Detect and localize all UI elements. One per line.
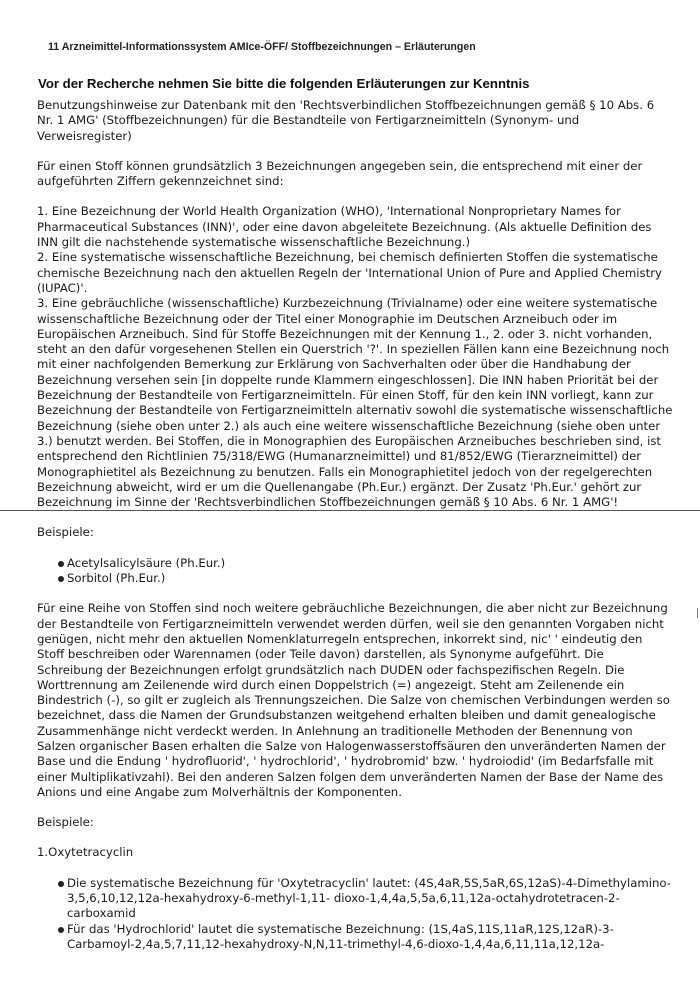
scan-line (0, 510, 700, 511)
designation-item-2: 2. Eine systematische wissenschaftliche Bezeichnung, bei chemisch definierten Stoffen die systematische chemische Bezeichnung nach den aktuellen Regeln der 'International Union of Pure and Applied Chemistry (IUPAC)'. (37, 250, 662, 295)
example-details-list (37, 876, 673, 952)
examples-list (37, 556, 673, 587)
page-header: 11 Arzneimittel-Informationssystem AMIce-ÖFF/ Stoffbezeichnungen – Erläuterungen (48, 41, 476, 53)
intro-paragraph: Benutzungshinweise zur Datenbank mit den 'Rechtsverbindlichen Stoffbezeichnungen gemäß § 10 Abs. 6 Nr. 1 AMG' (Stoffbezeichnungen) für die Bestandteile von Fertigarzneimitteln (Synonym- und Verweisregister) (37, 98, 655, 143)
list-item: Für das 'Hydrochlorid' lautet die systematische Bezeichnung: (1S,4aS,11S,11aR,12S,12aR)-3-Carbamoyl-2,4a,5,7,11,12-hexahydroxy-N,N,11-trimethyl-4,6-dioxo-1,4,4a,6,11,11a,12,12a- (37, 922, 673, 953)
list-item: Sorbitol (Ph.Eur.) (37, 571, 673, 586)
designation-item-3: 3. Eine gebräuchliche (wissenschaftliche) Kurzbezeichnung (Trivialname) oder eine weitere systematische wissenschaftliche Bezeichnung oder der Titel einer Monographie im Deutschen Arzneibuch oder im Europäischen Arzneibuch. Sind für Stoffe Bezeichnungen mit der Kennung 1., 2. oder 3. nicht vorhanden, steht an den dafür vorgesehenen Stellen ein Querstrich '?'. In speziellen Fällen kann eine Bezeichnung noch mit einer nachfolgenden Bemerkung zur Erklärung von Sachverhalten oder über die Handhabung der Bezeichnung versehen sein [in doppelte runde Klammern eingeschlossen]. Die INN haben Priorität bei der Bezeichnung der Bestandteile von Fertigarzneimitteln. Für einen Stoff, für den kein INN vorliegt, kann zur Bezeichnung der Bestandteile von Fertigarzneimitteln alternativ sowohl die systematische wissenschaftliche Bezeichnung (siehe oben unter 2.) als auch eine weitere wissenschaftliche Bezeichnung (siehe oben unter 3.) benutzt werden. Bei Stoffen, die in Monographien des Europäischen Arzneibuches beschrieben sind, ist entsprechend den Richtlinien 75/318/EWG (Humanarzneimittel) und 81/852/EWG (Tierarzneimittel) der Monographietitel als Bezeichnung zu benutzen. Falls ein Monographietitel jedoch von der regelgerechten Bezeichnung abweicht, wird er um die Quellenangabe (Ph.Eur.) ergänzt. Der Zusatz 'Ph.Eur.' gehört zur Bezeichnung im Sinne der 'Rechtsverbindlichen Stoffbezeichnungen gemäß § 10 Abs. 6 Nr. 1 AMG'! (37, 296, 673, 510)
designation-item-1: 1. Eine Bezeichnung der World Health Organization (WHO), 'International Nonproprietary Names for Pharmaceutical Substances (INN)', oder eine davon abgeleitete Bezeichnung. (Als aktuelle Definition des INN gilt die nachstehende systematische wissenschaftliche Bezeichnung.) (37, 204, 652, 250)
section-title: Vor der Recherche nehmen Sie bitte die folgenden Erläuterungen zur Kenntnis (38, 76, 530, 91)
document-body (37, 98, 673, 952)
examples-label: Beispiele: (37, 525, 94, 540)
list-item: Die systematische Bezeichnung für 'Oxytetracyclin' lautet: (4S,4aR,5S,5aR,6S,12aS)-4-Dimethylamino-3,5,6,10,12,12a-hexahydroxy-6-methyl-1,11- dioxo-1,4,4a,5,5a,6,11,12a-octahydrotetracen-2-carboxamid (37, 876, 673, 922)
list-item: Acetylsalicylsäure (Ph.Eur.) (37, 556, 673, 571)
designations-paragraph: Für einen Stoff können grundsätzlich 3 Bezeichnungen angegeben sein, die entsprechend mit einer der aufgeführten Ziffern gekennzeichnet sind: (37, 158, 643, 189)
synonyms-paragraph: Für eine Reihe von Stoffen sind noch weitere gebräuchliche Bezeichnungen, die aber nicht zur Bezeichnung der Bestandteile von Fertigarzneimitteln verwendet werden dürfen, weil sie den genannten Vorgaben nicht genügen, nicht mehr den aktuellen Nomenklaturregeln entsprechen, inkorrekt sind, nic' ' eindeutig den Stoff beschreiben oder Warennamen (oder Teile davon) darstellen, als Synonyme aufgeführt. Die Schreibung der Bezeichnungen erfolgt grundsätzlich nach DUDEN oder fachspezifischen Regeln. Die Worttrennung am Zeilenende wird durch einen Doppelstrich (=) angezeigt. Steht am Zeilenende ein Bindestrich (-), so gilt er zugleich als Trennungszeichen. Die Salze von chemischen Verbindungen werden so bezeichnet, dass die Namen der Grundsubstanzen weitgehend erhalten bleiben und damit genealogische Zusammenhänge nicht verdeckt werden. In Anlehnung an traditionelle Methoden der Benennung von Salzen organischer Basen erhalten die Salze von Halogenwasserstoffsäuren den unveränderten Namen der Base und die Endung ' hydrofluorid', ' hydrochlorid', ' hydrobromid' bzw. ' hydroiodid' (im Bedarfsfalle mit einer Multiplikativzahl). Bei den anderen Salzen folgen dem unveränderten Namen der Base der Name des Anions und eine Angabe zum Molverhältnis der Komponenten. (37, 601, 670, 799)
example-heading: 1.Oxytetracyclin (37, 845, 134, 860)
scan-edge-mark (694, 608, 698, 618)
examples-label-2: Beispiele: (37, 815, 94, 830)
